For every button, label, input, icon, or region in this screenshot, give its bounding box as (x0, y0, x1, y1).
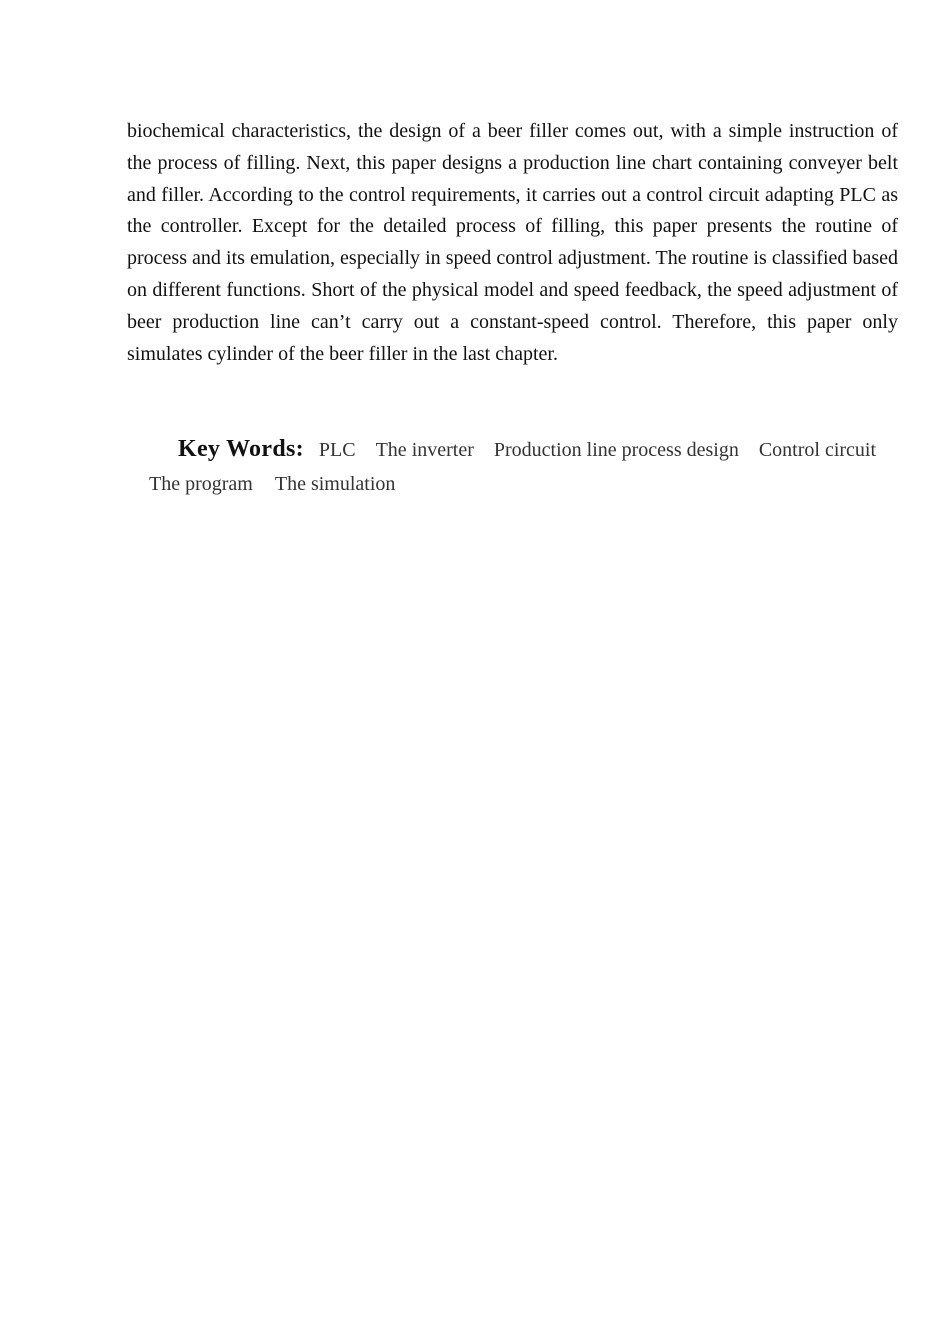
keyword-item: The program (149, 473, 253, 495)
keyword-item: Control circuit (758, 439, 877, 461)
keyword-item: Production line process design (493, 439, 739, 461)
abstract-paragraph: biochemical characteristics, the design of a beer filler comes out, with a simple instruction of the process of filling. Next, this paper designs a production line chart containing conveyer belt and filler. According to the control requirements, it carries out a control circuit adapting PLC as the controller. Except for the detailed process of filling, this paper presents the routine of process and its emulation, especially in speed control adjustment. The routine is classified based on different functions. Short of the physical model and speed feedback, the speed adjustment of beer production line can’t carry out a constant-speed control. Therefore, this paper only simulates cylinder of the beer filler in the last chapter. (127, 120, 898, 365)
keywords-label: Key Words: (178, 436, 304, 462)
keywords-line (127, 432, 898, 501)
keyword-item: The inverter (375, 439, 474, 461)
keyword-item: PLC (318, 439, 356, 461)
keyword-item: The simulation (274, 473, 396, 495)
